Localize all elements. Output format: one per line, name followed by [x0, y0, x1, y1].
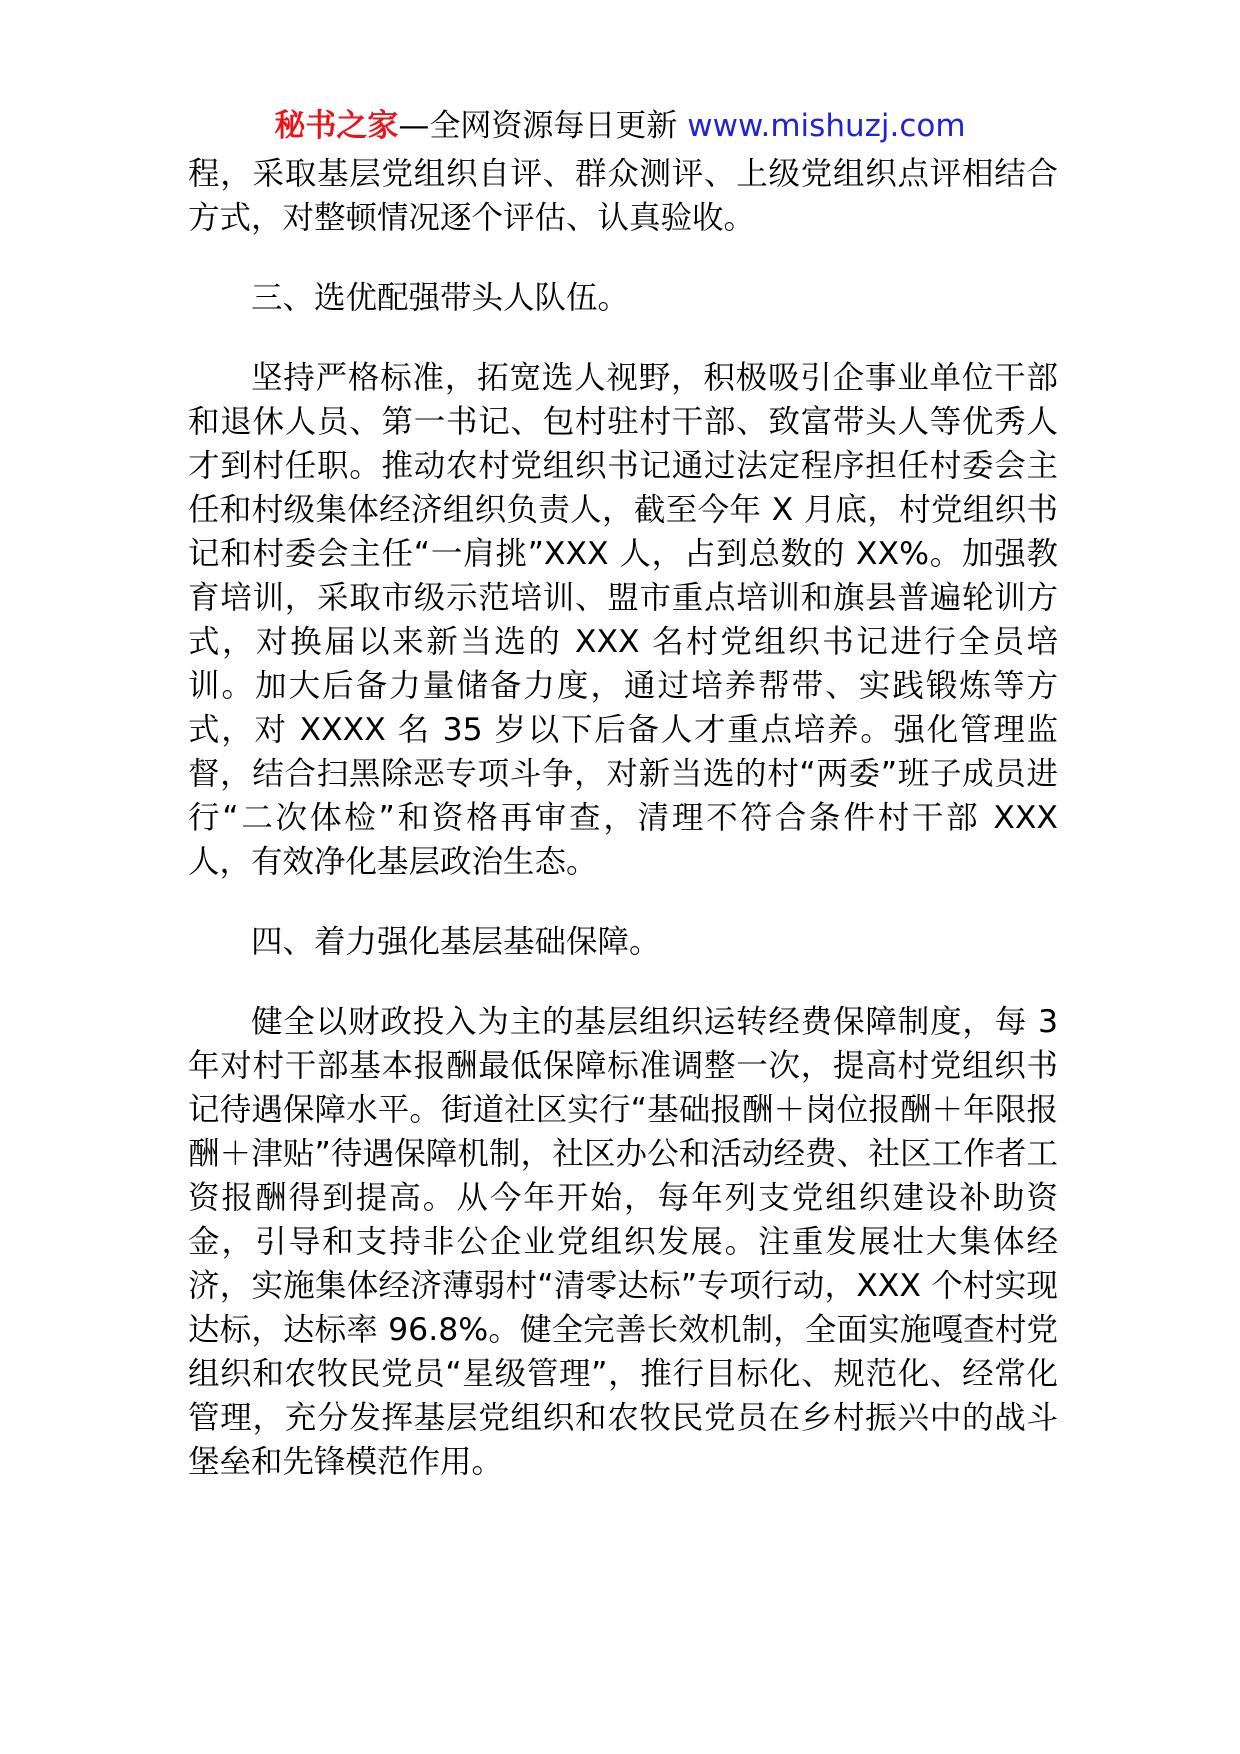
paragraph-section-4: 健全以财政投入为主的基层组织运转经费保障制度，每 3 年对村干部基本报酬最低保障标准调整一次，提高村党组织书记待遇保障水平。街道社区实行“基础报酬＋岗位报酬＋年限报酬＋津贴”待遇保障机制，社区办公和活动经费、社区工作者工资报酬得到提高。从今年开始，每年列支党组织建设补助资金，引导和支持非公企业党组织发展。注重发展壮大集体经济，实施集体经济薄弱村“清零达标”专项行动，XXX 个村实现达标，达标率 96.8%。健全完善长效机制，全面实施嘎查村党组织和农牧民党员“星级管理”，推行目标化、规范化、经常化管理，充分发挥基层党组织和农牧民党员在乡村振兴中的战斗堡垒和先锋模范作用。: [188, 1004, 1058, 1480]
header-tagline: —全网资源每日更新: [398, 108, 678, 144]
page-header: [0, 106, 1240, 146]
header-url-link[interactable]: www.mishuzj.com: [687, 108, 966, 144]
paragraph-continuation: 程，采取基层党组织自评、群众测评、上级党组织点评相结合方式，对整顿情况逐个评估、认真验收。: [188, 156, 1058, 236]
document-body: [188, 152, 1058, 1484]
section-heading-4: 四、着力强化基层基础保障。: [251, 924, 661, 960]
paragraph-section-3: 坚持严格标准，拓宽选人视野，积极吸引企事业单位干部和退休人员、第一书记、包村驻村干部、致富带头人等优秀人才到村任职。推动农村党组织书记通过法定程序担任村委会主任和村级集体经济组织负责人，截至今年 X 月底，村党组织书记和村委会主任“一肩挑”XXX 人，占到总数的 XX%。加强教育培训，采取市级示范培训、盟市重点培训和旗县普遍轮训方式，对换届以来新当选的 XXX 名村党组织书记进行全员培训。加大后备力量储备力度，通过培养帮带、实践锻炼等方式，对 XXXX 名 35 岁以下后备人才重点培养。强化管理监督，结合扫黑除恶专项斗争，对新当选的村“两委”班子成员进行“二次体检”和资格再审查，清理不符合条件村干部 XXX 人，有效净化基层政治生态。: [188, 360, 1058, 880]
header-brand: 秘书之家: [274, 108, 399, 144]
section-heading-3: 三、选优配强带头人队伍。: [251, 280, 630, 316]
